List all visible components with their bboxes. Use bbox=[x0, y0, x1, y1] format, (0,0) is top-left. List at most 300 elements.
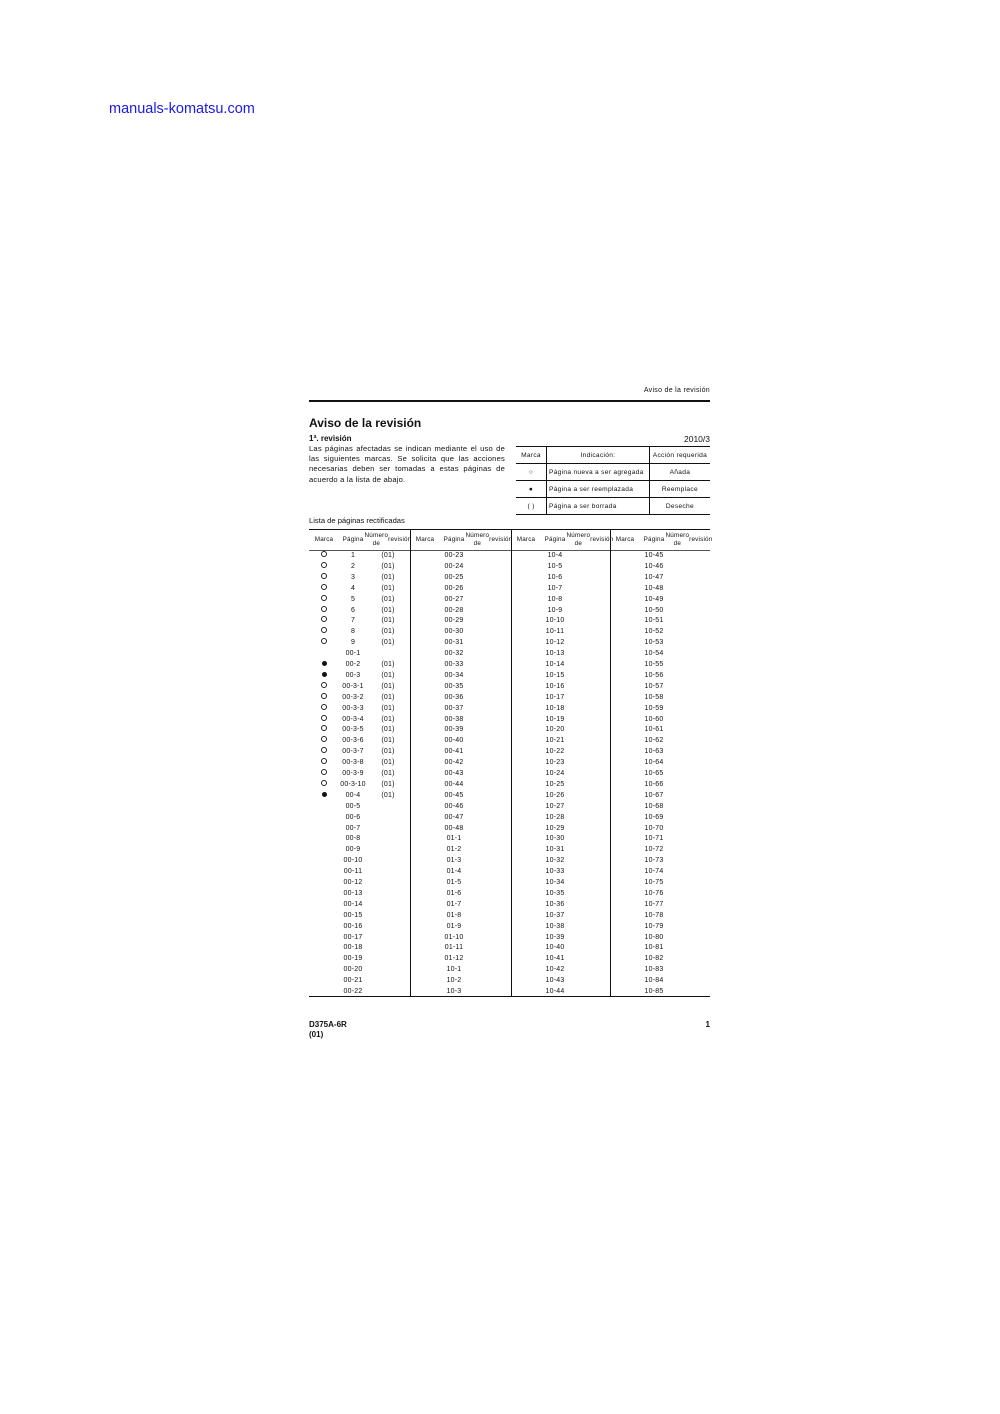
row-page: 00-5 bbox=[345, 802, 361, 810]
row-mark-empty bbox=[511, 583, 541, 594]
watermark-link[interactable]: manuals-komatsu.com bbox=[109, 101, 255, 117]
table-row bbox=[309, 561, 409, 572]
table-row bbox=[511, 648, 611, 659]
table-row bbox=[511, 703, 611, 714]
row-mark-empty bbox=[410, 692, 440, 703]
row-page: 00-3-7 bbox=[342, 748, 364, 756]
row-page: 9 bbox=[350, 639, 356, 647]
row-mark-empty bbox=[511, 801, 541, 812]
row-page: 10-61 bbox=[644, 726, 664, 734]
row-revision: (01) bbox=[381, 606, 395, 614]
row-mark bbox=[309, 561, 339, 572]
row-mark-empty bbox=[610, 703, 640, 714]
filled-circle-icon bbox=[322, 661, 327, 666]
row-mark bbox=[309, 692, 339, 703]
table-row bbox=[610, 594, 710, 605]
row-mark-empty bbox=[511, 877, 541, 888]
table-row bbox=[309, 583, 409, 594]
row-page: 10-62 bbox=[644, 737, 664, 745]
row-revision bbox=[668, 681, 710, 692]
row-page: 00-3-1 bbox=[342, 682, 364, 690]
row-mark-empty bbox=[511, 561, 541, 572]
row-mark bbox=[309, 768, 339, 779]
row-revision bbox=[367, 986, 409, 997]
table-row bbox=[309, 659, 409, 670]
intro-paragraph: Las páginas afectadas se indican mediante el uso de las siguientes marcas. Se solicita que las acciones necesarias deben ser tomadas a estas páginas de acuerdo a la lista de abajo. bbox=[309, 444, 505, 484]
table-row bbox=[309, 942, 409, 953]
row-mark-empty bbox=[610, 757, 640, 768]
row-page: 10-57 bbox=[644, 682, 664, 690]
row-mark-empty bbox=[309, 910, 339, 921]
row-page: 00-3-4 bbox=[342, 715, 364, 723]
row-revision bbox=[468, 670, 510, 681]
row-revision bbox=[668, 626, 710, 637]
row-page: 10-14 bbox=[545, 661, 565, 668]
table-row bbox=[511, 670, 611, 681]
table-row bbox=[410, 681, 510, 692]
row-mark-empty bbox=[610, 986, 640, 997]
table-row bbox=[309, 866, 409, 877]
row-revision bbox=[668, 844, 710, 855]
row-mark-empty bbox=[610, 855, 640, 866]
table-row bbox=[610, 626, 710, 637]
row-mark bbox=[309, 659, 339, 670]
open-circle-icon bbox=[321, 584, 327, 590]
row-mark-empty bbox=[511, 790, 541, 801]
row-page: 10-67 bbox=[644, 791, 664, 799]
table-row bbox=[309, 670, 409, 681]
row-page: 10-6 bbox=[547, 573, 563, 581]
row-page: 10-23 bbox=[545, 759, 565, 767]
table-row bbox=[410, 888, 510, 899]
row-revision bbox=[668, 801, 710, 812]
table-row bbox=[610, 561, 710, 572]
row-revision bbox=[668, 757, 710, 768]
row-mark-empty bbox=[410, 953, 440, 964]
row-mark-empty bbox=[309, 899, 339, 910]
row-mark-empty bbox=[511, 681, 541, 692]
row-revision bbox=[668, 812, 710, 823]
row-mark-empty bbox=[309, 801, 339, 812]
table-row bbox=[610, 605, 710, 616]
row-page: 00-12 bbox=[343, 879, 363, 886]
table-row bbox=[511, 714, 611, 725]
row-revision bbox=[668, 735, 710, 746]
row-revision bbox=[668, 866, 710, 877]
row-revision bbox=[668, 932, 710, 943]
row-revision bbox=[668, 953, 710, 964]
table-row bbox=[610, 910, 710, 921]
table-row bbox=[309, 823, 409, 834]
table-row bbox=[610, 942, 710, 953]
table-row bbox=[410, 823, 510, 834]
row-revision bbox=[569, 594, 611, 605]
row-mark-empty bbox=[610, 637, 640, 648]
row-revision bbox=[569, 844, 611, 855]
table-row bbox=[309, 779, 409, 790]
row-mark-empty bbox=[410, 964, 440, 975]
row-revision bbox=[468, 594, 510, 605]
table-row bbox=[410, 561, 510, 572]
row-page: 10-85 bbox=[644, 988, 664, 995]
row-revision bbox=[367, 921, 409, 932]
table-row bbox=[410, 932, 510, 943]
row-mark-empty bbox=[309, 921, 339, 932]
row-page: 01-6 bbox=[446, 889, 462, 897]
row-mark-empty bbox=[610, 779, 640, 790]
header-mark: Marca bbox=[615, 536, 635, 543]
table-row bbox=[410, 714, 510, 725]
row-page: 10-50 bbox=[644, 606, 664, 614]
row-page: 10-9 bbox=[547, 606, 563, 614]
footer-model: D375A-6R bbox=[309, 1020, 347, 1029]
row-revision bbox=[569, 921, 611, 932]
legend-action: Reemplace bbox=[649, 481, 710, 498]
row-page: 00-18 bbox=[343, 944, 363, 952]
table-row bbox=[410, 953, 510, 964]
table-row bbox=[511, 768, 611, 779]
row-revision bbox=[468, 953, 510, 964]
filled-circle-icon: ● bbox=[516, 481, 547, 498]
table-row bbox=[610, 659, 710, 670]
row-mark-empty bbox=[511, 746, 541, 757]
row-mark-empty bbox=[410, 703, 440, 714]
row-mark-empty bbox=[511, 855, 541, 866]
row-revision bbox=[668, 594, 710, 605]
row-revision bbox=[668, 768, 710, 779]
legend-header-mark: Marca bbox=[516, 447, 547, 464]
row-mark-empty bbox=[511, 888, 541, 899]
row-mark-empty bbox=[511, 964, 541, 975]
table-row bbox=[410, 866, 510, 877]
row-mark-empty bbox=[410, 942, 440, 953]
row-mark-empty bbox=[410, 790, 440, 801]
table-row bbox=[511, 561, 611, 572]
row-mark-empty bbox=[410, 637, 440, 648]
open-circle-icon bbox=[321, 573, 327, 579]
row-mark-empty bbox=[410, 801, 440, 812]
table-row bbox=[610, 964, 710, 975]
row-mark-empty bbox=[410, 659, 440, 670]
open-circle-icon bbox=[321, 736, 327, 742]
row-revision bbox=[668, 670, 710, 681]
table-row bbox=[511, 659, 611, 670]
table-row bbox=[610, 615, 710, 626]
open-circle-icon bbox=[321, 780, 327, 786]
table-row bbox=[309, 899, 409, 910]
row-page: 00-7 bbox=[345, 824, 361, 832]
row-revision bbox=[569, 605, 611, 616]
row-revision bbox=[468, 888, 510, 899]
row-page: 00-6 bbox=[345, 813, 361, 821]
table-row bbox=[610, 550, 710, 561]
row-revision bbox=[668, 855, 710, 866]
open-circle-icon bbox=[321, 715, 327, 721]
row-mark-empty bbox=[610, 659, 640, 670]
list-label: Lista de páginas rectificadas bbox=[309, 516, 405, 525]
header-revision-number bbox=[364, 530, 412, 550]
row-revision bbox=[468, 768, 510, 779]
table-row bbox=[511, 932, 611, 943]
row-page: 10-34 bbox=[545, 879, 565, 886]
table-row bbox=[309, 681, 409, 692]
table-row bbox=[309, 888, 409, 899]
row-revision bbox=[468, 714, 510, 725]
table-row bbox=[610, 692, 710, 703]
row-page: 2 bbox=[350, 562, 356, 570]
table-row bbox=[610, 801, 710, 812]
table-row bbox=[309, 855, 409, 866]
row-mark-empty bbox=[610, 583, 640, 594]
row-mark bbox=[309, 572, 339, 583]
table-row bbox=[511, 757, 611, 768]
row-page: 8 bbox=[350, 628, 356, 636]
table-row bbox=[309, 975, 409, 986]
table-row bbox=[309, 790, 409, 801]
row-page: 10-39 bbox=[545, 933, 565, 941]
legend-row bbox=[516, 481, 710, 498]
row-page: 10-15 bbox=[545, 671, 565, 679]
legend-action: Añada bbox=[649, 464, 710, 481]
table-row bbox=[410, 921, 510, 932]
table-row bbox=[410, 648, 510, 659]
row-mark-empty bbox=[410, 812, 440, 823]
row-mark-empty bbox=[309, 823, 339, 834]
header-line: Número de bbox=[364, 532, 389, 547]
row-revision bbox=[569, 746, 611, 757]
header-page: Página bbox=[643, 536, 665, 543]
row-mark-empty bbox=[511, 953, 541, 964]
table-row bbox=[309, 986, 409, 997]
table-row bbox=[309, 637, 409, 648]
row-page: 10-13 bbox=[545, 650, 565, 658]
row-revision bbox=[569, 735, 611, 746]
header-page: Página bbox=[342, 536, 364, 543]
table-row bbox=[309, 964, 409, 975]
row-revision bbox=[569, 572, 611, 583]
table-row bbox=[309, 746, 409, 757]
table-row bbox=[410, 910, 510, 921]
row-revision bbox=[468, 921, 510, 932]
row-revision bbox=[569, 790, 611, 801]
row-mark-empty bbox=[511, 670, 541, 681]
table-row bbox=[511, 953, 611, 964]
row-page: 10-52 bbox=[644, 628, 664, 636]
header-line: revisión bbox=[388, 536, 412, 543]
row-revision: (01) bbox=[381, 791, 395, 799]
row-page: 10-65 bbox=[644, 770, 664, 777]
header-line: Número de bbox=[665, 532, 690, 547]
row-page: 10-68 bbox=[644, 802, 664, 810]
table-row bbox=[511, 692, 611, 703]
table-row bbox=[309, 594, 409, 605]
row-mark-empty bbox=[511, 637, 541, 648]
row-mark-empty bbox=[410, 648, 440, 659]
table-row bbox=[511, 572, 611, 583]
header-mark: Marca bbox=[516, 536, 536, 543]
legend-indication: Página nueva a ser agregada bbox=[547, 464, 650, 481]
row-page: 10-47 bbox=[644, 573, 664, 581]
row-revision bbox=[468, 801, 510, 812]
row-page: 00-13 bbox=[343, 889, 363, 897]
open-circle-icon bbox=[321, 758, 327, 764]
header-line: revisión bbox=[689, 536, 713, 543]
row-mark-empty bbox=[511, 550, 541, 561]
row-page: 00-31 bbox=[444, 639, 464, 647]
legend-row bbox=[516, 464, 710, 481]
row-mark-empty bbox=[610, 910, 640, 921]
row-page: 10-71 bbox=[644, 835, 664, 843]
row-mark-empty bbox=[410, 615, 440, 626]
row-page: 10-66 bbox=[644, 780, 664, 788]
row-page: 00-3-9 bbox=[342, 770, 364, 777]
row-revision bbox=[569, 561, 611, 572]
row-page: 10-81 bbox=[644, 944, 664, 952]
row-mark-empty bbox=[610, 626, 640, 637]
row-page: 00-23 bbox=[444, 552, 464, 559]
row-mark-empty bbox=[610, 833, 640, 844]
row-page: 10-69 bbox=[644, 813, 664, 821]
header-mark: Marca bbox=[415, 536, 435, 543]
table-row bbox=[610, 779, 710, 790]
header-line: revisión bbox=[590, 536, 614, 543]
row-page: 00-3 bbox=[345, 671, 361, 679]
row-revision bbox=[468, 724, 510, 735]
row-mark-empty bbox=[511, 735, 541, 746]
row-page: 00-17 bbox=[343, 933, 363, 941]
row-mark bbox=[309, 615, 339, 626]
row-revision bbox=[569, 823, 611, 834]
row-page: 10-84 bbox=[644, 977, 664, 985]
row-revision bbox=[668, 637, 710, 648]
row-page: 00-3-10 bbox=[340, 780, 366, 788]
row-page: 10-76 bbox=[644, 889, 664, 897]
row-revision bbox=[468, 790, 510, 801]
row-revision bbox=[367, 648, 409, 659]
row-page: 10-28 bbox=[545, 813, 565, 821]
row-revision bbox=[668, 823, 710, 834]
row-mark-empty bbox=[309, 975, 339, 986]
open-circle-icon bbox=[321, 747, 327, 753]
row-page: 00-42 bbox=[444, 759, 464, 767]
row-revision bbox=[367, 953, 409, 964]
row-page: 10-48 bbox=[644, 584, 664, 592]
table-row bbox=[309, 757, 409, 768]
row-mark-empty bbox=[410, 714, 440, 725]
row-page: 00-1 bbox=[345, 650, 361, 658]
row-mark-empty bbox=[410, 823, 440, 834]
row-page: 00-19 bbox=[343, 955, 363, 963]
row-mark-empty bbox=[410, 757, 440, 768]
row-revision bbox=[468, 757, 510, 768]
row-mark-empty bbox=[610, 724, 640, 735]
row-revision bbox=[668, 877, 710, 888]
open-circle-icon bbox=[321, 704, 327, 710]
row-page: 10-26 bbox=[545, 791, 565, 799]
table-row bbox=[511, 866, 611, 877]
row-revision bbox=[569, 714, 611, 725]
row-revision bbox=[569, 801, 611, 812]
row-page: 10-43 bbox=[545, 977, 565, 985]
table-row bbox=[511, 594, 611, 605]
row-page: 00-16 bbox=[343, 922, 363, 930]
row-revision bbox=[468, 648, 510, 659]
row-revision bbox=[569, 637, 611, 648]
row-page: 00-30 bbox=[444, 628, 464, 636]
row-page: 00-15 bbox=[343, 911, 363, 919]
row-revision bbox=[367, 823, 409, 834]
table-row bbox=[511, 626, 611, 637]
row-page: 10-5 bbox=[547, 562, 563, 570]
row-page: 10-38 bbox=[545, 922, 565, 930]
table-row bbox=[309, 932, 409, 943]
row-mark-empty bbox=[610, 844, 640, 855]
row-revision: (01) bbox=[381, 780, 395, 788]
table-row bbox=[309, 724, 409, 735]
table-row bbox=[511, 681, 611, 692]
row-page: 10-20 bbox=[545, 726, 565, 734]
row-revision bbox=[367, 844, 409, 855]
row-revision: (01) bbox=[381, 584, 395, 592]
open-circle-icon bbox=[321, 551, 327, 557]
table-row bbox=[511, 877, 611, 888]
row-revision bbox=[668, 605, 710, 616]
row-revision: (01) bbox=[381, 748, 395, 756]
table-row bbox=[511, 888, 611, 899]
table-row bbox=[410, 964, 510, 975]
row-page: 10-1 bbox=[446, 966, 462, 974]
header-revision-number bbox=[465, 530, 513, 550]
table-row bbox=[309, 735, 409, 746]
row-page: 01-4 bbox=[446, 868, 462, 876]
table-row bbox=[410, 637, 510, 648]
header-mark: Marca bbox=[314, 536, 334, 543]
table-row bbox=[410, 975, 510, 986]
row-page: 10-37 bbox=[545, 911, 565, 919]
row-revision: (01) bbox=[381, 661, 395, 668]
row-page: 00-36 bbox=[444, 693, 464, 701]
row-mark-empty bbox=[511, 812, 541, 823]
row-page: 5 bbox=[350, 595, 356, 603]
table-row bbox=[410, 801, 510, 812]
row-mark-empty bbox=[309, 932, 339, 943]
row-mark-empty bbox=[610, 572, 640, 583]
row-page: 00-11 bbox=[343, 868, 363, 876]
row-mark-empty bbox=[511, 844, 541, 855]
row-revision bbox=[468, 779, 510, 790]
row-revision: (01) bbox=[381, 552, 395, 559]
page-number: 1 bbox=[705, 1020, 710, 1029]
table-row bbox=[410, 659, 510, 670]
row-mark-empty bbox=[309, 648, 339, 659]
row-revision bbox=[668, 921, 710, 932]
row-mark-empty bbox=[511, 932, 541, 943]
row-mark bbox=[309, 757, 339, 768]
row-mark-empty bbox=[410, 779, 440, 790]
row-revision bbox=[569, 932, 611, 943]
table-row bbox=[610, 953, 710, 964]
row-revision bbox=[569, 910, 611, 921]
row-revision bbox=[367, 899, 409, 910]
row-mark-empty bbox=[410, 561, 440, 572]
row-revision bbox=[367, 975, 409, 986]
header-line: Número de bbox=[566, 532, 591, 547]
row-page: 10-64 bbox=[644, 759, 664, 767]
row-page: 10-55 bbox=[644, 661, 664, 668]
row-page: 10-30 bbox=[545, 835, 565, 843]
row-revision bbox=[468, 823, 510, 834]
open-circle-icon: ○ bbox=[516, 464, 547, 481]
